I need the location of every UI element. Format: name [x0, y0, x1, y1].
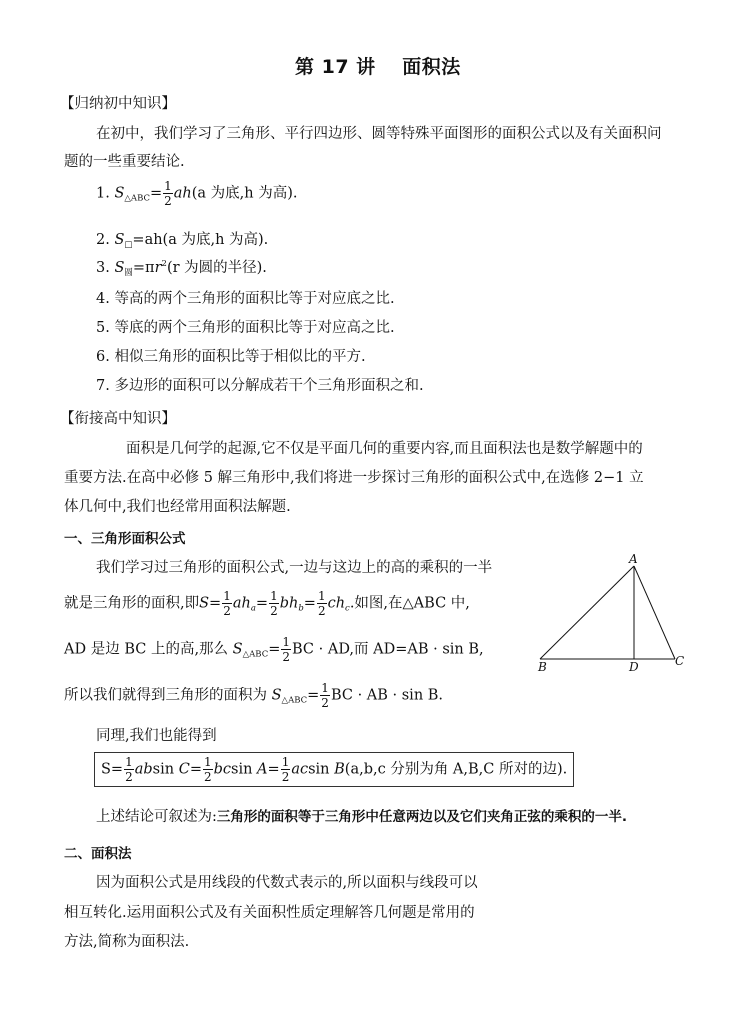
formula-item-3: 3. $S_圆=\pi r^2(r$ 为圆的半径). — [96, 259, 267, 278]
part2-heading: 二、面积法 — [64, 846, 132, 862]
formula-item-2: 2. $S_□=ah(a$ 为底,h 为高). — [96, 232, 269, 250]
part2-line-1: 因为面积公式是用线段的代数式表示的,所以面积与线段可以 — [96, 875, 478, 891]
part1-line-3: AD 是边 BC 上的高,那么 $S_{\triangle ABC}=$ $\frac{1}{2}$ BC · AD,而 AD=AB · sin B, — [64, 635, 484, 664]
side-AB — [540, 566, 634, 659]
part1-line-2: 就是三角形的面积,即S= $\frac{1}{2}$ $ah_a=$ $\frac{1}{2}$ $bh_b=$ $\frac{1}{2}$ $ch_c$.如图,在△ABC 中, — [64, 589, 470, 618]
list-item-4: 4. 等高的两个三角形的面积比等于对应底之比. — [96, 291, 395, 307]
intro-line-1: 在初中，我们学习了三角形、平行四边形、圆等特殊平面图形的面积公式以及有关面积问 — [96, 126, 662, 142]
side-AC — [634, 566, 675, 659]
part1-line-4: 所以我们就得到三角形的面积为 $S_{\triangle ABC}=$ $\frac{1}{2}$ BC · AB · sin B. — [64, 681, 444, 710]
list-item-6: 6. 相似三角形的面积比等于相似比的平方. — [96, 349, 366, 365]
summary-line: 上述结论可叙述为:三角形的面积等于三角形中任意两边以及它们夹角正弦的乘积的一半. — [96, 809, 628, 825]
part2-line-3: 方法,简称为面积法. — [64, 934, 190, 950]
list-item-5: 5. 等底的两个三角形的面积比等于对应高之比. — [96, 320, 395, 336]
triangle-figure — [530, 552, 700, 674]
senior-para-line-2: 重要方法.在高中必修 5 解三角形中,我们将进一步探讨三角形的面积公式中,在选修 2−1 立 — [64, 470, 644, 486]
section-heading-junior: 【归纳初中知识】 — [60, 96, 176, 112]
part1-line-5: 同理,我们也能得到 — [96, 728, 217, 744]
section-heading-senior: 【衔接高中知识】 — [60, 411, 176, 427]
label-D: D — [629, 660, 639, 674]
part1-heading: 一、三角形面积公式 — [64, 531, 186, 547]
boxed-area-formula: S= $\frac{1}{2}$ absin C= $\frac{1}{2}$ bcsin A= $\frac{1}{2}$ acsin B(a,b,c 分别为角 A,B,C 所对的边). — [94, 752, 574, 787]
list-item-7: 7. 多边形的面积可以分解成若干个三角形面积之和. — [96, 378, 424, 394]
intro-line-2: 题的一些重要结论. — [64, 154, 185, 170]
label-B: B — [538, 660, 547, 674]
label-A: A — [629, 552, 638, 566]
formula-item-1: 1. $S_{\triangle ABC}=$ $\frac{1}{2}$ ah(a 为底,h 为高). — [96, 179, 298, 208]
part1-line-1: 我们学习过三角形的面积公式,一边与这边上的高的乘积的一半 — [96, 560, 493, 576]
senior-para-line-1: 面积是几何学的起源,它不仅是平面几何的重要内容,而且面积法也是数学解题中的 — [126, 441, 643, 457]
page-title: 第 17 讲 面积法 — [295, 56, 461, 78]
label-C: C — [675, 654, 685, 668]
part2-line-2: 相互转化.运用面积公式及有关面积性质定理解答几何题是常用的 — [64, 905, 475, 921]
senior-para-line-3: 体几何中,我们也经常用面积法解题. — [64, 499, 291, 515]
